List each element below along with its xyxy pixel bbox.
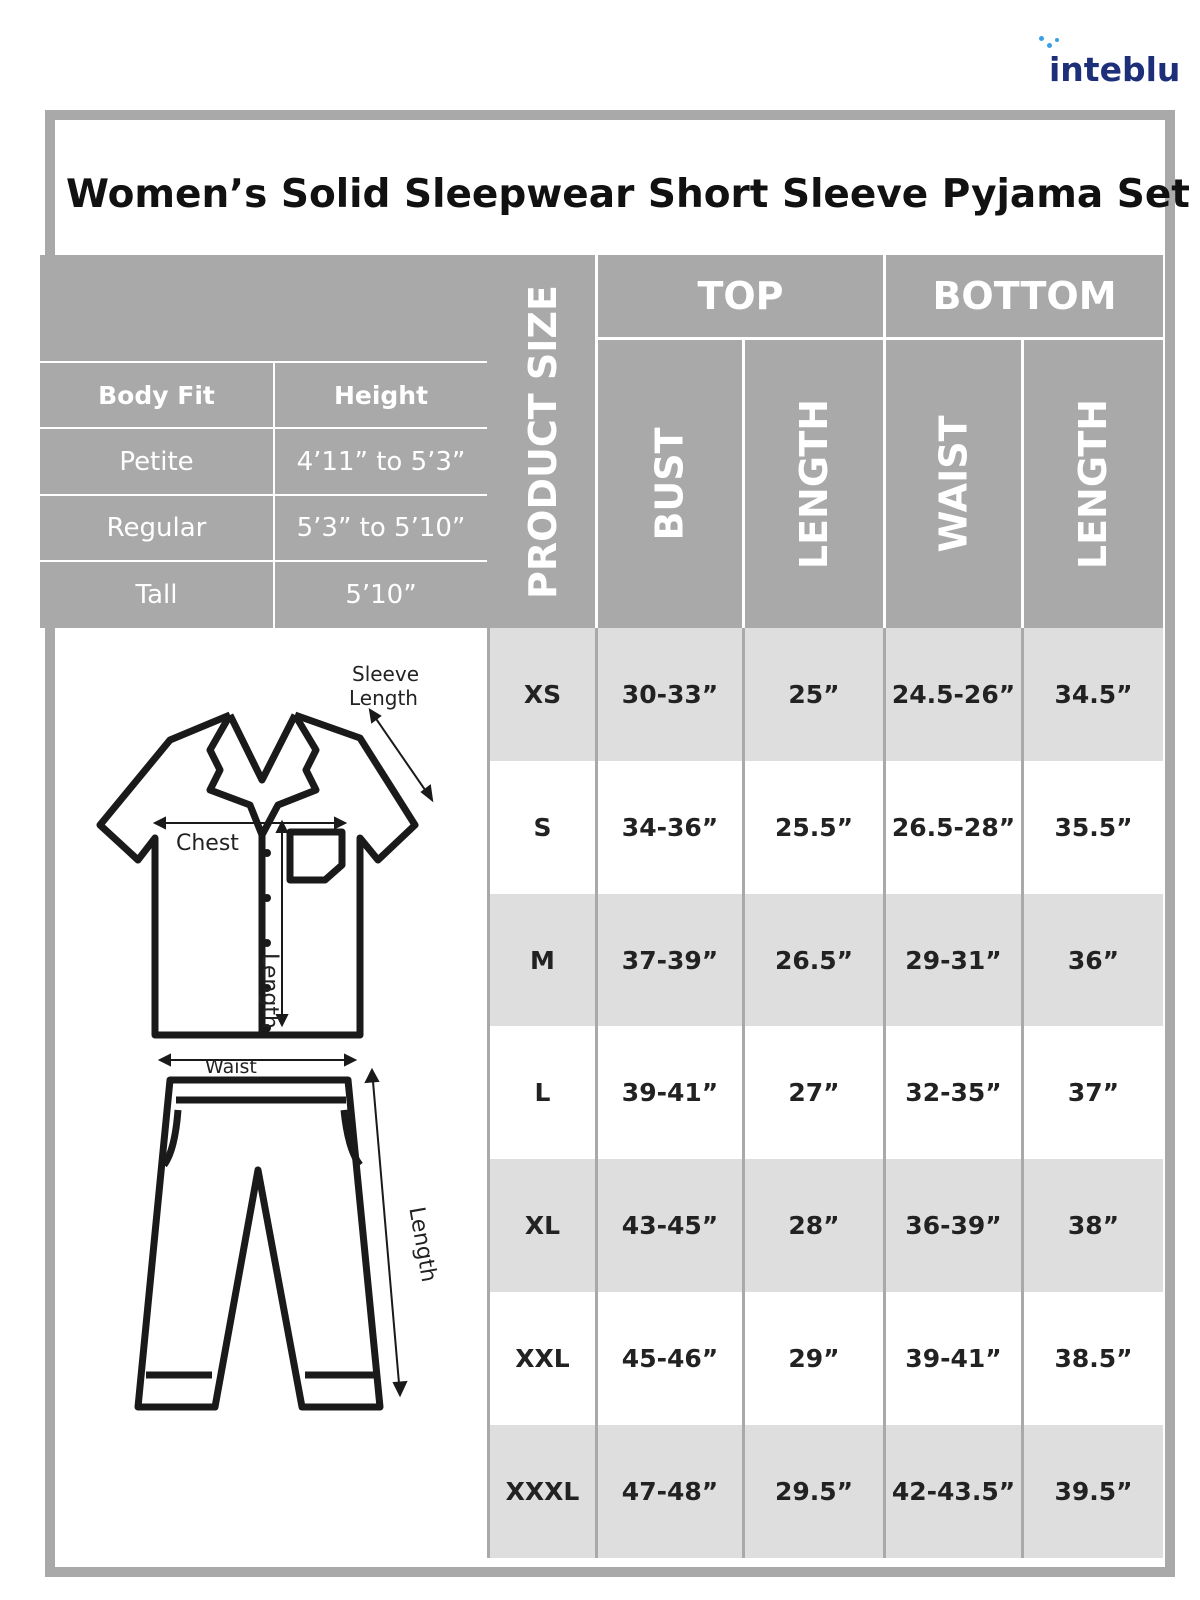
- measurement-cell: [1024, 1159, 1163, 1292]
- divider: [883, 628, 886, 1558]
- size-value: XS: [523, 680, 562, 709]
- measurement-cell: [886, 761, 1021, 894]
- height-cell: [275, 562, 487, 628]
- pants-length-label: Length: [403, 1205, 442, 1285]
- measurement-cell: [1024, 1292, 1163, 1425]
- height-cell: [275, 496, 487, 560]
- measurement-cell: [745, 761, 883, 894]
- measurement-value: 24.5-26”: [891, 680, 1016, 709]
- logo-dot-icon: [1047, 43, 1052, 48]
- divider: [742, 628, 745, 1558]
- measurement-value: 39-41”: [905, 1344, 1002, 1373]
- measurement-value: 29.5”: [774, 1477, 854, 1506]
- measurement-cell: [1024, 1425, 1163, 1558]
- measurement-value: 25.5”: [774, 813, 854, 842]
- logo-dot-icon: [1039, 36, 1044, 41]
- bottom-length-header-label: LENGTH: [1071, 398, 1116, 570]
- size-cell: [490, 1159, 595, 1292]
- measurement-cell: [745, 628, 883, 761]
- measurement-cell: [1024, 628, 1163, 761]
- measurement-cell: [886, 628, 1021, 761]
- measurement-value: 32-35”: [905, 1078, 1002, 1107]
- size-cell: [490, 628, 595, 761]
- size-value: M: [530, 945, 555, 975]
- measurement-value: 47-48”: [621, 1477, 719, 1506]
- size-value: XXXL: [505, 1477, 580, 1506]
- waist-label: Waist: [205, 1056, 257, 1078]
- measure-arrows: [160, 1055, 406, 1395]
- measurement-value: 39.5”: [1054, 1477, 1133, 1506]
- body-fit-cell: [40, 562, 273, 628]
- measurement-value: 29”: [788, 1344, 840, 1373]
- measurement-cell: [745, 894, 883, 1026]
- measurement-value: 34.5”: [1054, 680, 1133, 709]
- measurement-cell: [598, 628, 742, 761]
- top-length-header: [745, 340, 883, 628]
- measurement-cell: [598, 1026, 742, 1159]
- measurement-cell: [598, 761, 742, 894]
- size-cell: [490, 1292, 595, 1425]
- body-fit-header-label: Body Fit: [98, 380, 215, 410]
- measurement-cell: [1024, 1026, 1163, 1159]
- bottom-header: [886, 255, 1163, 337]
- size-value: XL: [524, 1211, 561, 1240]
- top-header: [598, 255, 883, 337]
- measurement-cell: [745, 1292, 883, 1425]
- divider: [1021, 628, 1024, 1558]
- size-cell: [490, 1425, 595, 1558]
- measurement-value: 34-36”: [621, 813, 719, 842]
- size-cell: [490, 894, 595, 1026]
- waist-header: [886, 340, 1021, 628]
- measurement-value: 37”: [1067, 1078, 1120, 1107]
- measurement-cell: [598, 1425, 742, 1558]
- measurement-value: 25”: [788, 680, 840, 709]
- brand-logo: [1035, 30, 1195, 100]
- body-fit-value: Petite: [119, 446, 194, 477]
- measurement-value: 43-45”: [621, 1211, 719, 1240]
- measurement-cell: [745, 1026, 883, 1159]
- garment-diagram: [60, 640, 480, 1460]
- measurement-cell: [886, 1026, 1021, 1159]
- chest-label: Chest: [176, 831, 239, 856]
- bottom-length-header: [1024, 340, 1163, 628]
- measurement-cell: [886, 1292, 1021, 1425]
- measurement-value: 29-31”: [905, 945, 1002, 975]
- body-fit-cell: [40, 429, 273, 494]
- sleeve-label: Sleeve: [352, 662, 420, 686]
- body-fit-value: Regular: [106, 513, 207, 543]
- measurement-value: 36-39”: [905, 1211, 1002, 1240]
- height-value: 5’3” to 5’10”: [296, 513, 466, 543]
- measurement-cell: [1024, 761, 1163, 894]
- measurement-value: 26.5-28”: [891, 813, 1016, 842]
- size-cell: [490, 1026, 595, 1159]
- size-value: L: [534, 1078, 551, 1107]
- top-header-label: TOP: [697, 274, 784, 318]
- measurement-cell: [1024, 894, 1163, 1026]
- measurement-cell: [886, 894, 1021, 1026]
- measurement-cell: [745, 1159, 883, 1292]
- size-value: XXL: [515, 1344, 570, 1373]
- top-length-label: Length: [257, 953, 282, 1029]
- bottom-header-label: BOTTOM: [932, 274, 1117, 318]
- height-header-label: Height: [333, 380, 429, 410]
- measurement-value: 42-43.5”: [891, 1477, 1016, 1506]
- product-size-header: [490, 255, 595, 628]
- top-length-header-label: LENGTH: [792, 398, 837, 570]
- sleeve-length-label: Length: [349, 686, 418, 710]
- height-cell: [275, 429, 487, 494]
- body-fit-cell: [40, 496, 273, 560]
- measurement-value: 30-33”: [621, 680, 719, 709]
- body-fit-value: Tall: [135, 580, 178, 610]
- measurement-value: 27”: [788, 1078, 840, 1107]
- height-value: 4’11” to 5’3”: [296, 446, 466, 477]
- divider: [595, 628, 598, 1558]
- measurement-value: 35.5”: [1054, 813, 1133, 842]
- pants-icon: [138, 1080, 380, 1407]
- measurement-value: 26.5”: [774, 945, 854, 975]
- measurement-cell: [598, 1159, 742, 1292]
- brand-name: inteblu: [1049, 50, 1181, 89]
- product-size-label: PRODUCT SIZE: [520, 284, 565, 599]
- measurement-value: 38”: [1067, 1211, 1120, 1240]
- size-cell: [490, 761, 595, 894]
- page-title: Women’s Solid Sleepwear Short Sleeve Pyjama Set: [66, 172, 1190, 217]
- bust-header-label: BUST: [647, 427, 692, 541]
- measurement-cell: [745, 1425, 883, 1558]
- measurement-value: 45-46”: [621, 1344, 719, 1373]
- measurement-value: 37-39”: [621, 945, 719, 975]
- measurement-cell: [598, 1292, 742, 1425]
- size-value: S: [533, 813, 552, 842]
- measurement-value: 36”: [1067, 945, 1120, 975]
- measurement-value: 39-41”: [621, 1078, 719, 1107]
- measurement-cell: [886, 1425, 1021, 1558]
- bust-header: [598, 340, 742, 628]
- height-header: [275, 363, 487, 427]
- body-fit-header: [40, 363, 273, 427]
- measurement-value: 28”: [788, 1211, 840, 1240]
- measurement-cell: [598, 894, 742, 1026]
- logo-dot-icon: [1055, 38, 1059, 42]
- waist-header-label: WAIST: [931, 415, 976, 553]
- measurement-cell: [886, 1159, 1021, 1292]
- height-value: 5’10”: [345, 580, 417, 610]
- divider: [487, 255, 490, 1558]
- measurement-value: 38.5”: [1054, 1344, 1133, 1373]
